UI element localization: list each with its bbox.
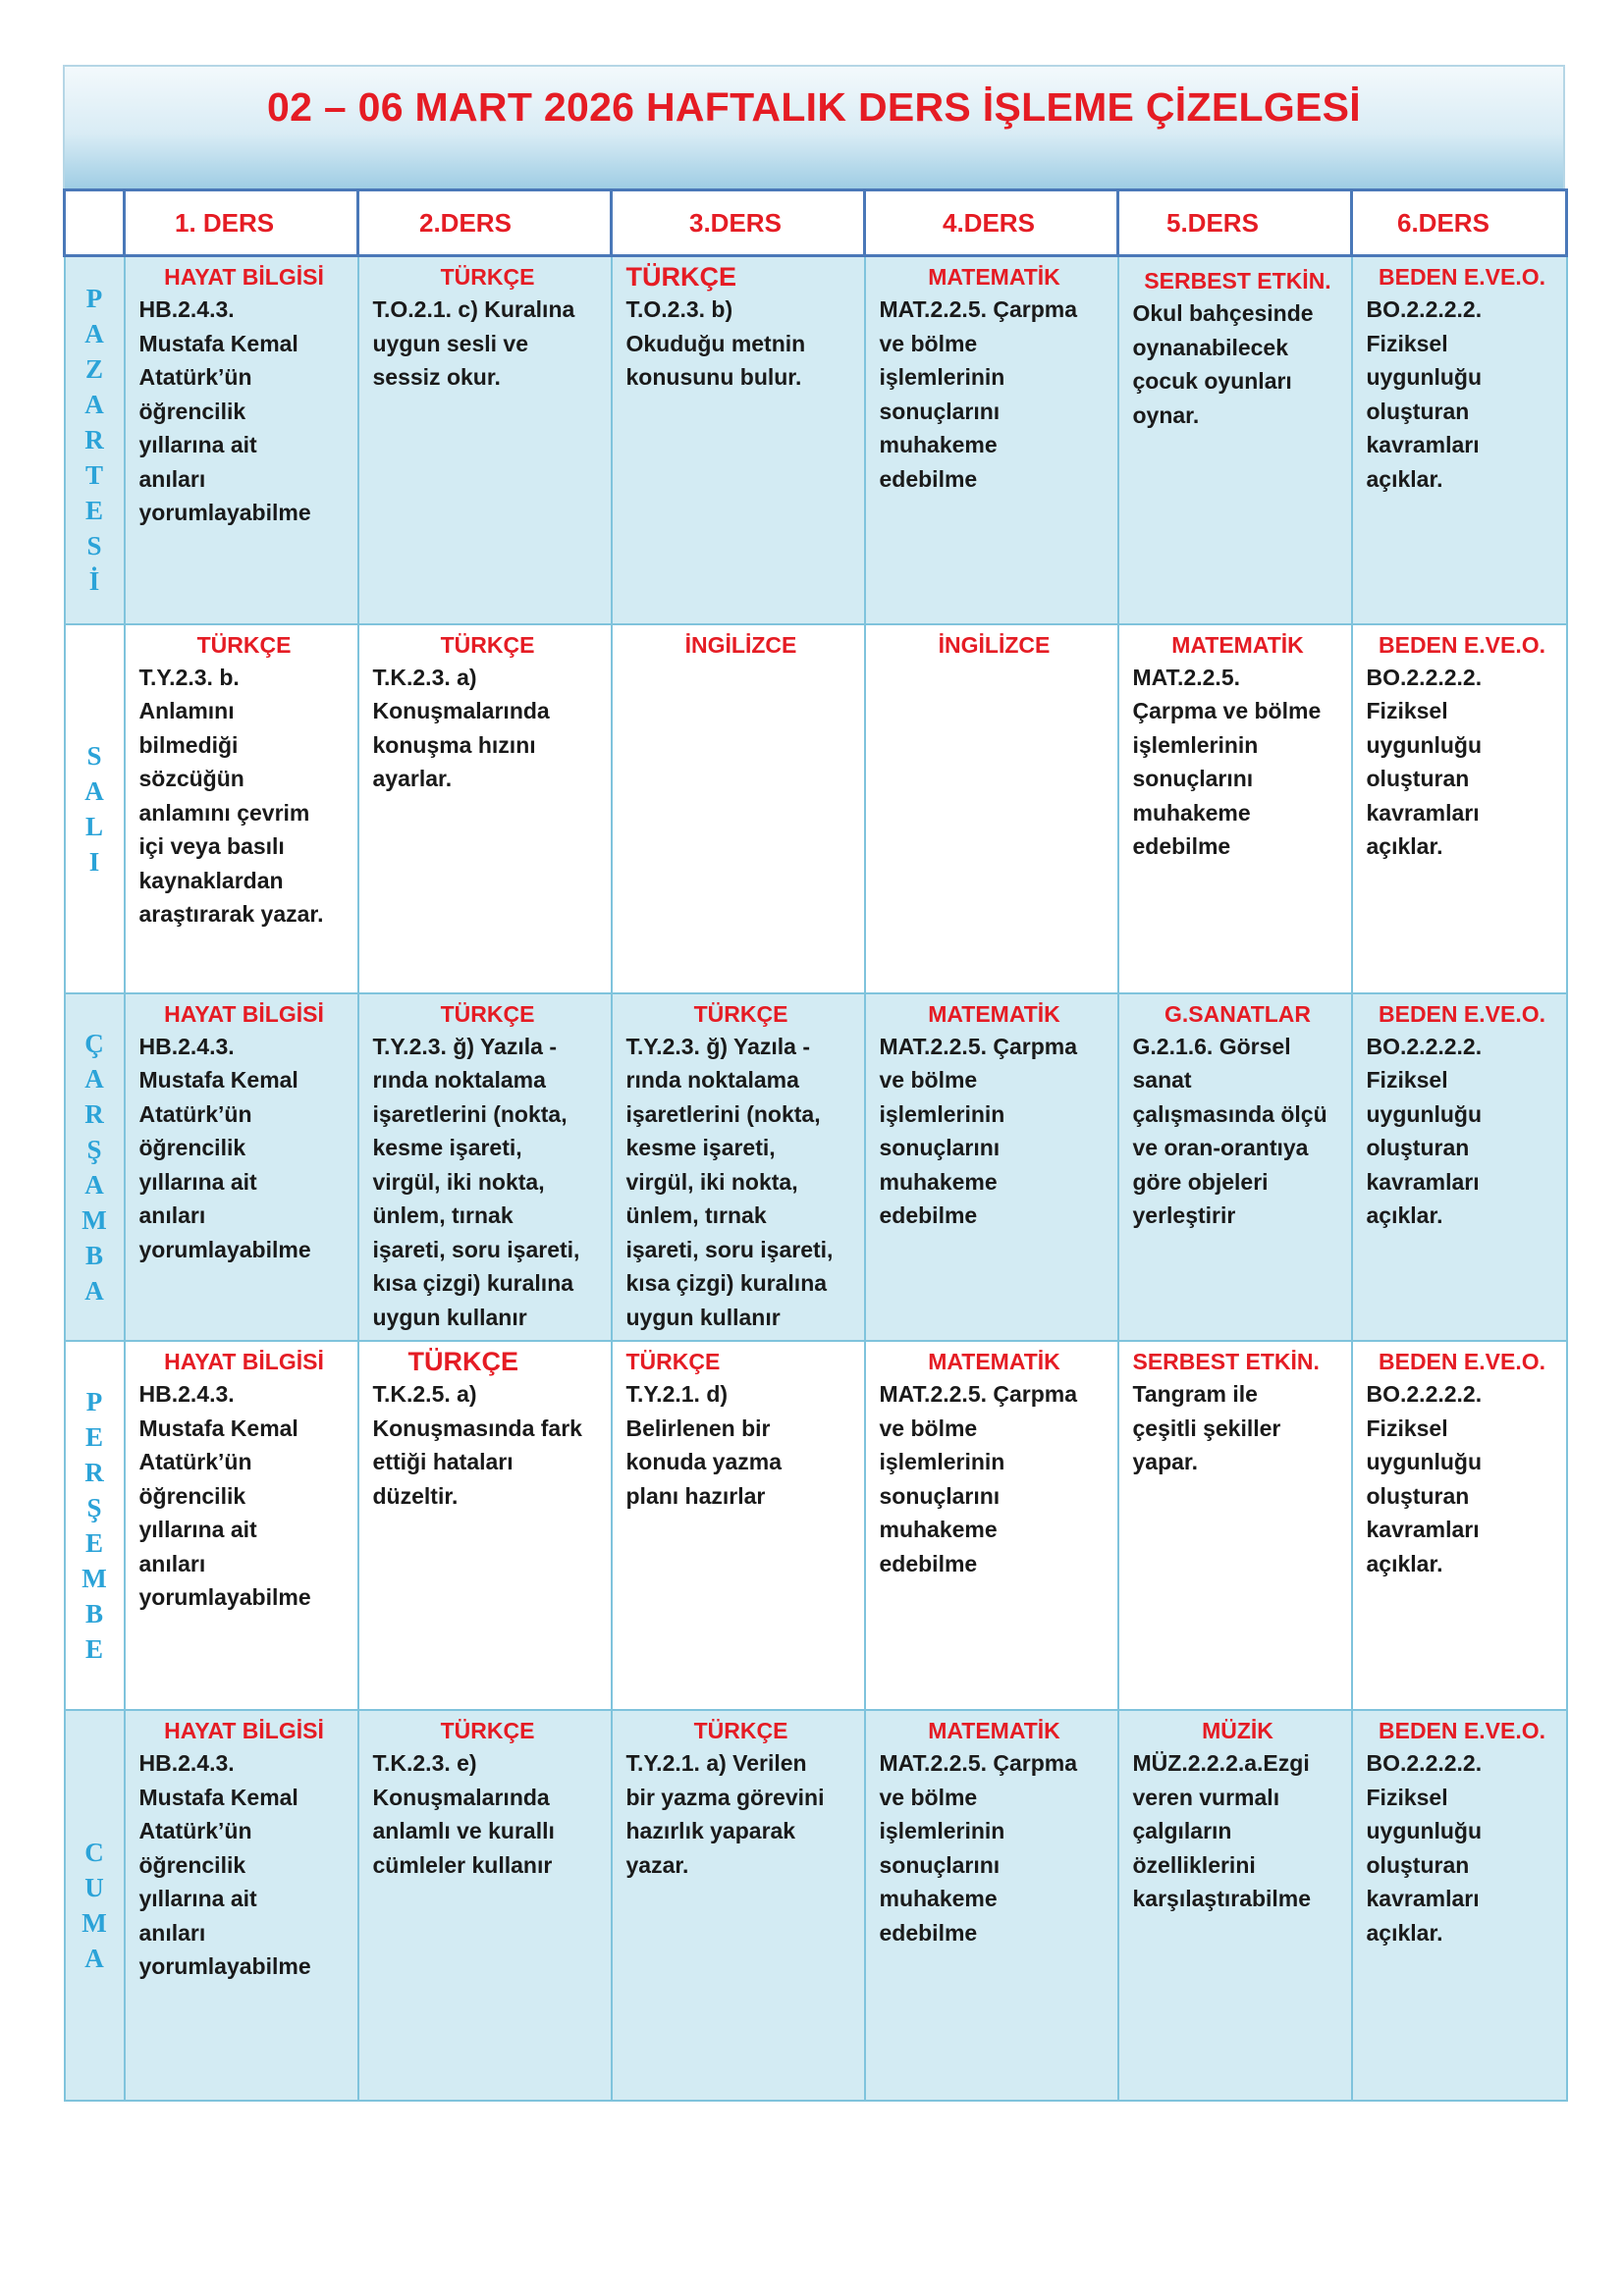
day-letter: R	[84, 425, 104, 455]
lesson-outcome: T.K.2.3. e) Konuşmalarında anlamlı ve kurallı cümleler kullanır	[372, 1750, 555, 1878]
lesson-subject: MATEMATİK	[928, 1349, 1060, 1374]
lesson-outcome: MÜZ.2.2.2.a.Ezgi veren vurmalı çalgıların özelliklerini karşılaştırabilme	[1132, 1750, 1312, 1911]
day-letter: E	[84, 1422, 103, 1452]
lesson-subject: HAYAT BİLGİSİ	[164, 1000, 324, 1027]
page-title: 02 – 06 MART 2026 HAFTALIK DERS İŞLEME ÇİZELGESİ	[266, 84, 1362, 130]
lesson-subject: HAYAT BİLGİSİ	[164, 264, 324, 290]
lesson-subject: BEDEN E.VE.O.	[1379, 631, 1545, 658]
day-letter: T	[84, 460, 103, 491]
lesson-cell	[865, 1341, 1118, 1710]
lesson-cell	[1352, 1341, 1567, 1710]
lesson-outcome: T.O.2.1. c) Kuralına uygun sesli ve sessiz okur.	[372, 296, 575, 390]
lesson-outcome: MAT.2.2.5. Çarpma ve bölme işlemlerinin sonuçlarını muhakeme edebilme	[1132, 664, 1322, 859]
day-letter: B	[84, 1599, 103, 1629]
lesson-subject: TÜRKÇE	[407, 1347, 518, 1376]
day-letter: A	[84, 1275, 104, 1306]
lesson-outcome: BO.2.2.2.2. Fiziksel uygunluğu oluşturan kavramları açıklar.	[1366, 1033, 1483, 1228]
lesson-outcome: T.Y.2.3. ğ) Yazıla - rında noktalama işaretlerini (nokta, kesme işareti, virgül, iki nokta, ünlem, tırnak işareti, soru işareti, kısa çizgi) kuralına uygun kullanır	[625, 1033, 834, 1330]
day-letter: M	[81, 1204, 107, 1235]
lesson-cell	[125, 624, 358, 993]
day-letter: M	[81, 1564, 107, 1593]
lesson-subject: TÜRKÇE	[440, 631, 535, 658]
day-letter: A	[84, 1063, 104, 1094]
day-letter: P	[85, 1387, 103, 1416]
lesson-outcome: T.Y.2.3. ğ) Yazıla - rında noktalama işaretlerini (nokta, kesme işareti, virgül, iki nokta, ünlem, tırnak işareti, soru işareti, kısa çizgi) kuralına uygun kullanır	[372, 1033, 580, 1330]
lesson-subject: HAYAT BİLGİSİ	[164, 1349, 324, 1374]
lesson-cell	[1352, 624, 1567, 993]
lesson-cell	[612, 1710, 865, 2101]
lesson-subject: TÜRKÇE	[440, 1718, 535, 1743]
day-letter: Ş	[86, 1493, 102, 1522]
lesson-outcome: G.2.1.6. Görsel sanat çalışmasında ölçü ve oran-orantıya göre objeleri yerleştirir	[1132, 1033, 1327, 1228]
day-letter: Ç	[84, 1028, 104, 1058]
header-row	[65, 190, 1567, 256]
lesson-cell	[612, 624, 865, 993]
lesson-outcome: T.Y.2.1. d) Belirlenen bir konuda yazma planı hazırlar	[625, 1381, 782, 1509]
lesson-cell	[1118, 1710, 1352, 2101]
day-letter: R	[84, 1458, 104, 1487]
day-letter: S	[86, 531, 102, 561]
lesson-cell	[612, 1341, 865, 1710]
day-label	[65, 993, 125, 1342]
lesson-outcome: MAT.2.2.5. Çarpma ve bölme işlemlerinin sonuçlarını muhakeme edebilme	[879, 1381, 1078, 1576]
day-letter: R	[84, 1098, 104, 1129]
lesson-cell	[865, 1710, 1118, 2101]
day-letter: S	[86, 740, 102, 771]
header-lesson-2: 2.DERS	[358, 190, 612, 256]
day-row-pazartesi	[65, 256, 1567, 624]
lesson-cell	[125, 256, 358, 624]
day-letter: Ş	[86, 1134, 102, 1164]
day-label	[65, 1710, 125, 2101]
day-letter: A	[84, 1169, 104, 1200]
lesson-cell	[358, 1710, 612, 2101]
lesson-outcome: HB.2.4.3. Mustafa Kemal Atatürk’ün öğrencilik yıllarına ait anıları yorumlayabilme	[138, 1750, 311, 1979]
day-letter: P	[85, 284, 103, 314]
header-lesson-1: 1. DERS	[125, 190, 358, 256]
lesson-subject: MATEMATİK	[1171, 631, 1304, 658]
lesson-subject: G.SANATLAR	[1164, 1000, 1312, 1027]
lesson-outcome: BO.2.2.2.2. Fiziksel uygunluğu oluşturan kavramları açıklar.	[1366, 664, 1483, 859]
lesson-cell	[125, 1341, 358, 1710]
day-row-carsamba	[65, 993, 1567, 1342]
lesson-subject: TÜRKÇE	[625, 1349, 721, 1374]
day-letter: A	[84, 390, 104, 420]
lesson-cell	[1118, 993, 1352, 1342]
lesson-outcome: BO.2.2.2.2. Fiziksel uygunluğu oluşturan kavramları açıklar.	[1366, 296, 1483, 492]
lesson-cell	[612, 256, 865, 624]
day-letter: Z	[84, 354, 103, 385]
lesson-outcome: Okul bahçesinde oynanabilecek çocuk oyunları oynar.	[1132, 300, 1314, 428]
lesson-subject: TÜRKÇE	[693, 1718, 788, 1743]
lesson-subject: MATEMATİK	[928, 264, 1060, 290]
lesson-outcome: T.K.2.5. a) Konuşmasında fark ettiği hataları düzeltir.	[372, 1381, 582, 1509]
lesson-outcome: T.Y.2.3. b. Anlamını bilmediği sözcüğün anlamını çevrim içi veya basılı kaynaklardan araştırarak yazar.	[138, 664, 324, 927]
day-label	[65, 624, 125, 993]
header-lesson-6: 6.DERS	[1352, 190, 1567, 256]
day-letter: M	[81, 1908, 107, 1938]
lesson-outcome: MAT.2.2.5. Çarpma ve bölme işlemlerinin sonuçlarını muhakeme edebilme	[879, 1750, 1078, 1946]
lesson-outcome: HB.2.4.3. Mustafa Kemal Atatürk’ün öğrencilik yıllarına ait anıları yorumlayabilme	[138, 1381, 311, 1610]
schedule-table	[63, 188, 1568, 2102]
lesson-subject: TÜRKÇE	[693, 1000, 788, 1027]
lesson-cell	[358, 624, 612, 993]
lesson-outcome: HB.2.4.3. Mustafa Kemal Atatürk’ün öğrencilik yıllarına ait anıları yorumlayabilme	[138, 1033, 311, 1262]
lesson-subject: SERBEST ETKİN.	[1132, 1349, 1320, 1374]
lesson-subject: TÜRKÇE	[196, 631, 292, 658]
day-letter: E	[84, 496, 103, 526]
lesson-subject: İNGİLİZCE	[684, 631, 797, 658]
day-letters	[66, 1835, 124, 1976]
lesson-cell	[358, 1341, 612, 1710]
lesson-outcome: BO.2.2.2.2. Fiziksel uygunluğu oluşturan kavramları açıklar.	[1366, 1381, 1483, 1576]
schedule-sheet	[63, 65, 1565, 2102]
lesson-subject: MATEMATİK	[928, 1718, 1060, 1743]
lesson-cell	[1352, 993, 1567, 1342]
lesson-subject: MÜZİK	[1202, 1718, 1273, 1743]
day-letter: E	[84, 1634, 103, 1664]
header-lesson-3: 3.DERS	[612, 190, 865, 256]
day-letter: İ	[88, 566, 100, 597]
lesson-outcome: Tangram ile çeşitli şekiller yapar.	[1132, 1381, 1281, 1474]
lesson-subject: BEDEN E.VE.O.	[1379, 1349, 1545, 1374]
lesson-outcome: T.O.2.3. b) Okuduğu metnin konusunu bulur.	[625, 296, 806, 390]
lesson-cell	[612, 993, 865, 1342]
lesson-cell	[125, 993, 358, 1342]
day-letter: E	[84, 1528, 103, 1558]
day-letter: B	[84, 1240, 103, 1270]
lesson-outcome: MAT.2.2.5. Çarpma ve bölme işlemlerinin sonuçlarını muhakeme edebilme	[879, 296, 1078, 492]
lesson-outcome: T.K.2.3. a) Konuşmalarında konuşma hızını ayarlar.	[372, 664, 550, 791]
day-letter: L	[84, 811, 103, 841]
lesson-outcome: HB.2.4.3. Mustafa Kemal Atatürk’ün öğrencilik yıllarına ait anıları yorumlayabilme	[138, 296, 311, 525]
day-letter: U	[84, 1873, 104, 1902]
lesson-subject: İNGİLİZCE	[938, 631, 1051, 658]
lesson-outcome: MAT.2.2.5. Çarpma ve bölme işlemlerinin sonuçlarını muhakeme edebilme	[879, 1033, 1078, 1228]
header-lesson-4: 4.DERS	[865, 190, 1118, 256]
day-label	[65, 1341, 125, 1710]
day-row-persembe	[65, 1341, 1567, 1710]
day-letters	[66, 281, 124, 599]
lesson-cell	[865, 256, 1118, 624]
lesson-subject: BEDEN E.VE.O.	[1379, 1000, 1545, 1027]
lesson-subject: MATEMATİK	[928, 1000, 1060, 1027]
day-letter: A	[84, 775, 104, 806]
lesson-cell	[865, 993, 1118, 1342]
day-letter: I	[88, 846, 100, 877]
day-letters	[66, 1026, 124, 1308]
day-row-cuma	[65, 1710, 1567, 2101]
lesson-subject: TÜRKÇE	[440, 1000, 535, 1027]
lesson-cell	[358, 256, 612, 624]
lesson-cell	[1118, 1341, 1352, 1710]
lesson-subject: TÜRKÇE	[625, 262, 736, 292]
title-banner	[63, 65, 1565, 188]
day-letter: A	[84, 1944, 104, 1973]
lesson-cell	[1352, 256, 1567, 624]
day-letter: A	[84, 319, 104, 349]
header-lesson-5: 5.DERS	[1118, 190, 1352, 256]
day-label	[65, 256, 125, 624]
schedule-body	[65, 256, 1567, 2102]
lesson-cell	[1118, 624, 1352, 993]
header-corner	[65, 190, 125, 256]
lesson-outcome: T.Y.2.1. a) Verilen bir yazma görevini hazırlık yaparak yazar.	[625, 1750, 825, 1878]
lesson-outcome: BO.2.2.2.2. Fiziksel uygunluğu oluşturan kavramları açıklar.	[1366, 1750, 1483, 1946]
day-letters	[66, 1384, 124, 1667]
lesson-subject: BEDEN E.VE.O.	[1379, 1718, 1545, 1743]
lesson-subject: SERBEST ETKİN.	[1144, 268, 1331, 294]
lesson-cell	[865, 624, 1118, 993]
day-letter: C	[84, 1838, 104, 1867]
lesson-cell	[1118, 256, 1352, 624]
day-letters	[66, 738, 124, 880]
lesson-cell	[1352, 1710, 1567, 2101]
lesson-subject: TÜRKÇE	[440, 264, 535, 290]
day-row-sali	[65, 624, 1567, 993]
lesson-subject: HAYAT BİLGİSİ	[164, 1718, 324, 1743]
lesson-cell	[125, 1710, 358, 2101]
lesson-subject: BEDEN E.VE.O.	[1379, 264, 1545, 290]
lesson-cell	[358, 993, 612, 1342]
